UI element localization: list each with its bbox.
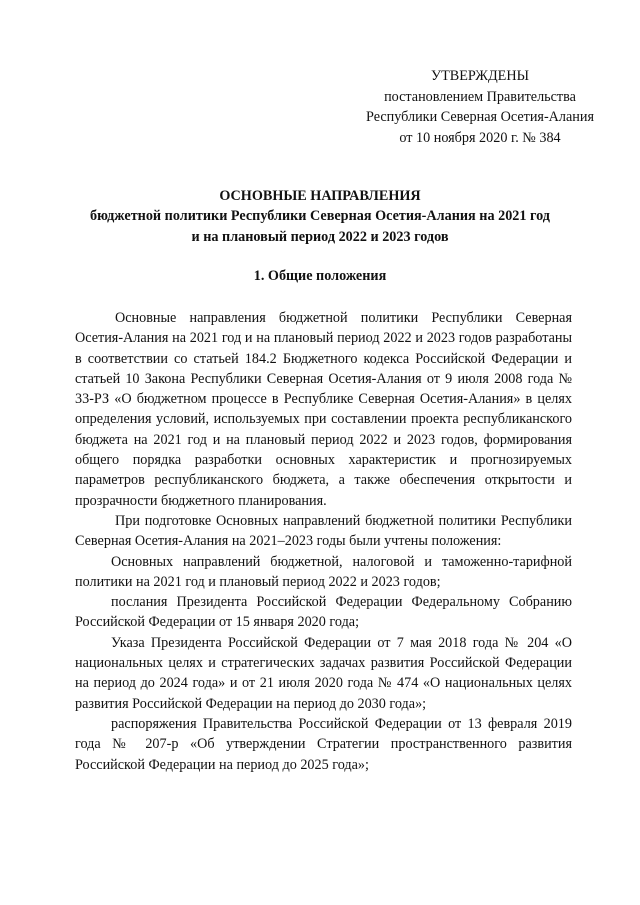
approval-government: Республики Северная Осетия-Алания xyxy=(365,109,594,125)
approval-block xyxy=(330,66,630,148)
list-item-presidential-address: послания Президента Российской Федерации Федеральному Собранию Российской Федерации от 15 января 2020 года; xyxy=(75,594,572,631)
approval-resolution: постановлением Правительства xyxy=(384,88,576,105)
paragraph-intro: Основные направления бюджетной политики Республики Северная Осетия-Алания на 2021 год и на плановый период 2022 и 2023 годов разработаны в соответствии со статьей 184.2 Бюджетного кодекса Российской Федерации и статьей 10 Закона Республики Северная Осетия-Алания от 9 июля 2008 года № 33-РЗ «О бюджетном процессе в Республике Северная Осетия-Алания» в целях определения условий, используемых при составлении проекта республиканского бюджета на 2021 год и на плановый период 2022 и 2023 годов, формирования общего порядка разработки основных характеристик и прогнозируемых параметров республиканского бюджета, а также обеспечения открытости и прозрачности бюджетного планирования. xyxy=(75,310,572,509)
list-item-government-order: распоряжения Правительства Российской Федерации от 13 февраля 2019 года № 207-р «Об утверждении Стратегии пространственного развития Российской Федерации на период до 2025 года»; xyxy=(75,715,572,773)
paragraph-considered-provisions: При подготовке Основных направлений бюджетной политики Республики Северная Осетия-Алания на 2021–2023 годы были учтены положения: xyxy=(75,512,572,550)
list-item-presidential-decrees: Указа Президента Российской Федерации от 7 мая 2018 года № 204 «О национальных целях и стратегических задачах развития Российской Федерации на период до 2024 года» и от 21 июля 2020 года № 474 «О национальных целях развития Российской Федерации на период до 2030 года»; xyxy=(75,634,572,712)
document-body xyxy=(75,308,572,775)
title-line-3: и на плановый период 2022 и 2023 годов xyxy=(191,228,449,245)
approval-date-number: от 10 ноября 2020 г. № 384 xyxy=(399,129,561,146)
section-heading: 1. Общие положения xyxy=(253,268,387,284)
title-line-1: ОСНОВНЫЕ НАПРАВЛЕНИЯ xyxy=(219,188,421,204)
document-title xyxy=(60,186,580,247)
list-item-federal-directions: Основных направлений бюджетной, налоговой и таможенно-тарифной политики на 2021 год и плановый период 2022 и 2023 годов; xyxy=(75,553,572,590)
approval-heading: УТВЕРЖДЕНЫ xyxy=(431,68,529,84)
title-line-2: бюджетной политики Республики Северная Осетия-Алания на 2021 год xyxy=(90,208,550,225)
